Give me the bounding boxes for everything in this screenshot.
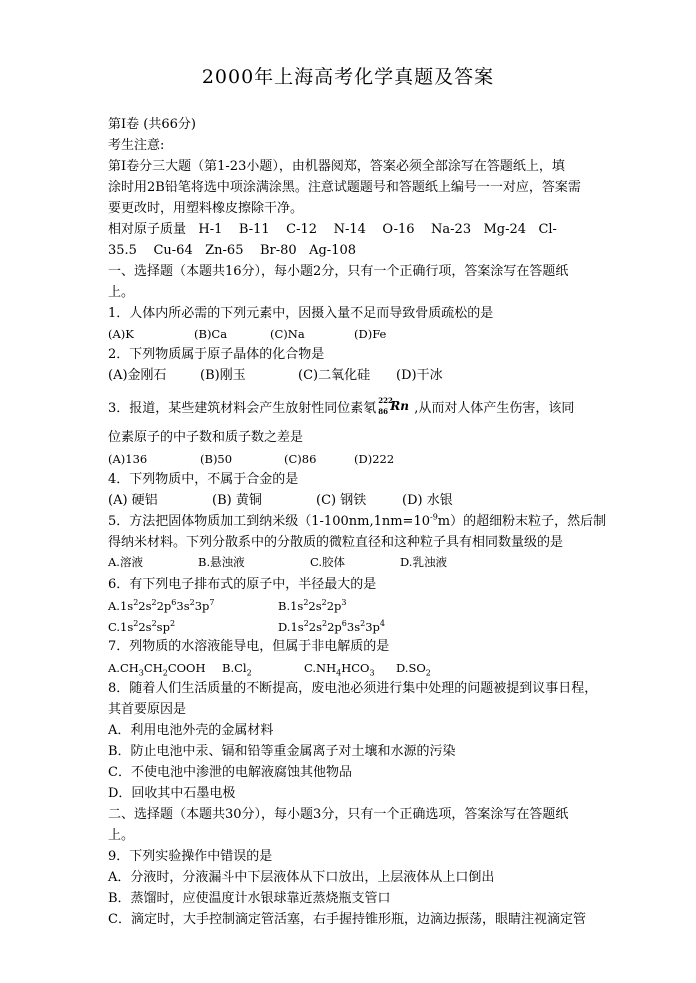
option-a: (A)金刚石 — [108, 368, 167, 383]
question-stem: 得纳米材料。下列分散系中的分散质的微粒直径和这种粒子具有相同数量级的是 — [108, 535, 564, 550]
part-heading: 一、选择题（本题共16分），每小题2分，只有一个正确行项，答案涂写在答题纸 — [108, 264, 569, 279]
stem-text: 3．报道，某些建筑材料会产生放射性同位素氡 — [108, 401, 377, 416]
question-options — [108, 598, 347, 613]
option-b: $B.Cl_2$ — [222, 661, 252, 678]
option-a: (A)136 — [108, 452, 148, 466]
question-stem: 2．下列物质属于原子晶体的化合物是 — [108, 347, 325, 362]
stem-text: m）的超细粉末粒子，然后制 — [437, 514, 607, 529]
option-d: (D)干冰 — [396, 368, 443, 383]
option-b: B．蒸馏时，应使温度计水银球靠近蒸烧瓶支管口 — [108, 891, 391, 906]
question-stem: 8．随着人们生活质量的不断提高，废电池必须进行集中处理的问题被提到议事日程， — [108, 681, 598, 696]
option-c: $C.NH_4HCO_3$ — [304, 661, 375, 678]
mass-number: 222 — [378, 396, 393, 405]
option-c: (C)Na — [270, 327, 305, 341]
option-b: $B.1s^22s^22p^3$ — [278, 598, 347, 613]
question-stem: 7．列物质的水溶液能导电，但属于非电解质的是 — [108, 639, 390, 654]
notice-line: 涂时用2B铅笔将选中项涂满涂黑。注意试题题号和答题纸上编号一一对应，答案需 — [108, 180, 581, 195]
question-stem — [108, 396, 575, 416]
option-c: (C)86 — [284, 452, 317, 466]
option-b: (B)Ca — [194, 327, 228, 341]
question-stem: 1．人体内所必需的下列元素中，因摄入量不足而导致骨质疏松的是 — [108, 306, 494, 321]
option-b: B.悬浊液 — [198, 555, 245, 569]
option-a: A．利用电池外壳的金属材料 — [108, 723, 274, 738]
option-c: (C) 钢铁 — [316, 493, 367, 508]
part-heading: 上。 — [108, 285, 135, 300]
option-c: C．不使电池中渗泄的电解液腐蚀其他物品 — [108, 765, 352, 780]
option-d: (D)222 — [354, 452, 395, 466]
option-c: $C.1s^22s^2sp^2$ — [108, 619, 176, 634]
part-heading: 二、选择题（本题共30分），每小题3分，只有一个正确选项，答案涂写在答题纸 — [108, 807, 569, 822]
question-options — [108, 661, 431, 678]
option-b: B．防止电池中汞、镉和铅等重金属离子对土壤和水源的污染 — [108, 744, 456, 759]
question-options — [108, 454, 394, 466]
atomic-number: 86 — [378, 407, 389, 416]
atomic-mass-line: 35.5 Cu-64 Zn-65 Br-80 Ag-108 — [108, 243, 357, 258]
question-stem: 位素原子的中子数和质子数之差是 — [108, 430, 304, 445]
notice-line: 要更改时，用塑料橡皮擦除干净。 — [108, 201, 304, 216]
option-d: $D.SO_2$ — [396, 661, 431, 678]
question-options — [108, 557, 447, 569]
option-b: (B)刚玉 — [200, 368, 246, 383]
option-d: D．回收其中石墨电极 — [108, 786, 236, 801]
option-d: (D) 水银 — [402, 493, 453, 508]
stem-text: ,从而对人体产生伤害，该同 — [414, 401, 575, 416]
option-a: $A.1s^22s^22p^63s^23p^7$ — [108, 598, 215, 613]
radon-isotope-symbol — [376, 396, 414, 416]
option-a: A．分液时，分液漏斗中下层液体从下口放出，上层液体从上口倒出 — [108, 870, 495, 885]
stem-text: 5．方法把固体物质加工到纳米级（1-100nm,1nm=10 — [108, 514, 430, 529]
option-d: D.乳浊液 — [400, 555, 447, 569]
option-a: $A.CH_3CH_2COOH$ — [108, 661, 206, 678]
option-c: C.胶体 — [310, 555, 346, 569]
question-options — [108, 369, 443, 382]
atomic-mass-line: 相对原子质量 H-1 B-11 C-12 N-14 O-16 Na-23 Mg-24 Cl- — [108, 222, 557, 237]
question-stem: 6．有下列电子排布式的原子中，半径最大的是 — [108, 577, 377, 592]
option-d: (D)Fe — [354, 327, 387, 341]
option-c: (C)二氧化硅 — [298, 368, 371, 383]
question-options — [108, 494, 453, 507]
notice-title: 考生注意: — [108, 138, 165, 153]
document-title: 2000年上海高考化学真题及答案 — [201, 66, 495, 88]
question-options — [108, 619, 385, 634]
exponent: -9 — [430, 512, 438, 522]
question-stem: 其首要原因是 — [108, 702, 187, 717]
option-d: $D.1s^22s^22p^63s^23p^4$ — [278, 619, 385, 634]
question-stem: 4．下列物质中，不属于合金的是 — [108, 472, 299, 487]
option-a: (A) 硬铝 — [108, 493, 158, 508]
question-stem — [108, 512, 607, 529]
question-options — [108, 329, 386, 341]
option-a: A.溶液 — [108, 555, 143, 569]
option-c: C．滴定时，大手控制滴定管活塞，右手握持锥形瓶，边滴边振荡，眼睛注视滴定管 — [108, 912, 586, 927]
part-heading: 上。 — [108, 828, 135, 843]
option-a: (A)K — [108, 327, 134, 341]
element-symbol: Rn — [390, 399, 409, 413]
question-stem: 9．下列实验操作中错误的是 — [108, 849, 273, 864]
option-b: (B) 黄铜 — [212, 493, 262, 508]
notice-line: 第Ⅰ卷分三大题（第1-23小题），由机器阅郑，答案必须全部涂写在答题纸上，填 — [108, 159, 565, 174]
option-b: (B)50 — [200, 452, 233, 466]
section-header: 第Ⅰ卷 (共66分) — [108, 117, 196, 132]
